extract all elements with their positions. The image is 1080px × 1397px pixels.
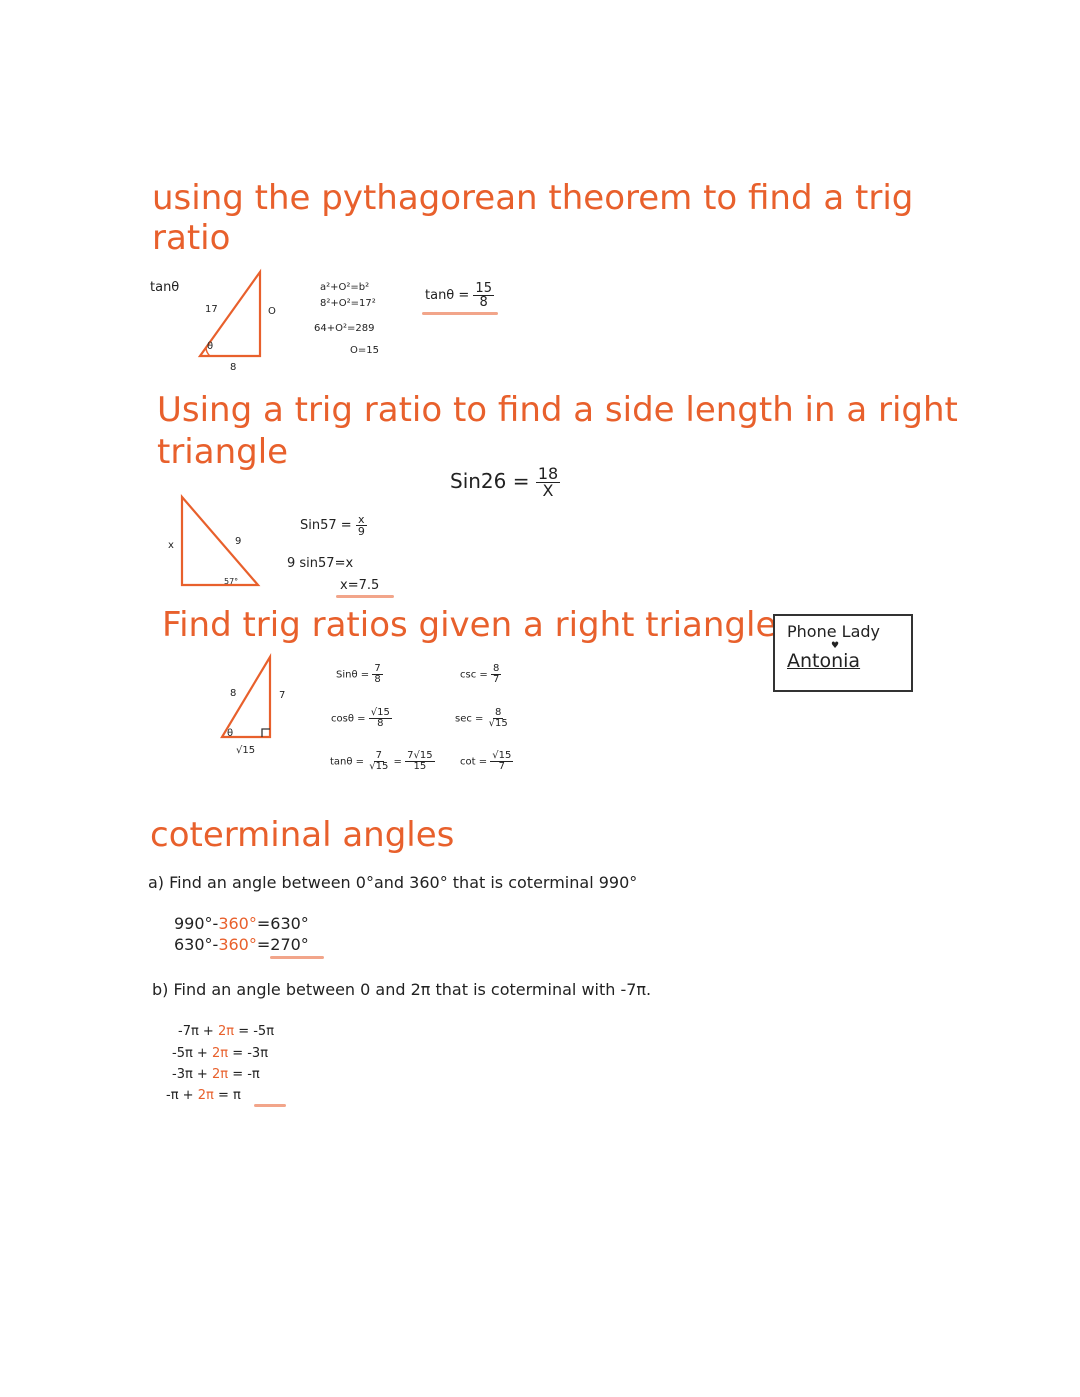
section2-step2: 9 sin57=x — [287, 556, 354, 571]
a-work-row-1 — [174, 935, 309, 954]
cos-num: √15 — [370, 707, 390, 718]
tan-lhs: tanθ = — [330, 756, 365, 768]
tan-num: 7 — [375, 750, 382, 761]
section1-result — [425, 282, 494, 309]
tan2-den: 15 — [413, 761, 427, 772]
b-work-1-add: 2π — [211, 1046, 229, 1061]
section1-result-frac — [473, 282, 494, 309]
sin-lhs: Sinθ = — [336, 669, 370, 681]
cos-ratio — [331, 708, 392, 729]
b-work-1-rhs: = -3π — [232, 1046, 269, 1061]
section3-title: Find trig ratios given a right triangle — [162, 605, 777, 645]
cot-frac — [490, 751, 513, 772]
section4-title: coterminal angles — [150, 815, 455, 855]
a-work-0-lhs: 990°- — [174, 914, 219, 933]
cot-ratio — [460, 751, 513, 772]
section1-work-1: 8²+O²=17² — [320, 298, 376, 309]
b-work-0-rhs: = -5π — [238, 1024, 275, 1039]
section1-prompt: tanθ — [150, 280, 180, 295]
sin-num: 7 — [374, 663, 381, 674]
section1-tri-opp: O — [268, 306, 276, 317]
tan2-num: 7√15 — [407, 750, 433, 761]
section3-tri-opp: 7 — [279, 690, 286, 701]
b-work-highlight — [254, 1104, 286, 1107]
section2-title-line2: triangle — [157, 432, 289, 472]
section1-tri-adj: 8 — [230, 362, 237, 373]
section2-step1 — [300, 514, 367, 537]
sec-ratio — [455, 708, 510, 729]
b-work-1-lhs: -5π + — [172, 1046, 208, 1061]
section1-work-3: O=15 — [350, 345, 379, 356]
section2-title-line1: Using a trig ratio to find a side length in a right — [157, 390, 958, 430]
csc-lhs: csc = — [460, 669, 488, 681]
a-work-highlight — [270, 956, 324, 959]
section1-title-line1: using the pythagorean theorem to find a trig — [152, 178, 914, 218]
cot-den: 7 — [498, 761, 506, 772]
section2-extra — [450, 466, 560, 499]
section1-result-highlight — [422, 312, 498, 315]
section2-extra-frac — [536, 466, 560, 499]
cos-den: 8 — [377, 718, 384, 729]
b-work-row-0 — [178, 1024, 274, 1039]
b-work-row-3 — [166, 1088, 241, 1103]
section2-step1-den: 9 — [357, 525, 365, 538]
sin-ratio — [336, 664, 383, 685]
a-work-1-rhs: =270° — [256, 935, 309, 954]
b-work-2-lhs: -3π + — [172, 1067, 208, 1082]
csc-ratio — [460, 664, 501, 685]
section3-tri-hyp: 8 — [230, 688, 237, 699]
a-work-1-add: 360° — [218, 935, 257, 954]
name-box — [773, 614, 913, 692]
section2-triangle — [180, 495, 264, 591]
section2-step3: x=7.5 — [340, 578, 380, 593]
sin-frac — [372, 664, 382, 685]
cot-num: √15 — [492, 750, 512, 761]
section1-result-den: 8 — [479, 295, 488, 310]
sin-den: 8 — [374, 674, 381, 685]
section2-tri-hyp: 9 — [235, 536, 242, 547]
section2-tri-left: x — [168, 540, 174, 551]
tan-den: √15 — [369, 761, 389, 772]
section2-extra-den: X — [542, 481, 554, 500]
csc-num: 8 — [492, 663, 500, 674]
cos-lhs: cosθ = — [331, 713, 366, 725]
tan-eq: = — [393, 756, 402, 768]
sec-lhs: sec = — [455, 713, 484, 725]
part-b-prompt: b) Find an angle between 0 and 2π that is coterminal with -7π. — [152, 980, 652, 999]
part-a-prompt: a) Find an angle between 0°and 360° that is coterminal 990° — [148, 873, 638, 892]
section1-tri-angle: θ — [207, 341, 214, 352]
b-work-row-2 — [172, 1067, 260, 1082]
tan2-frac — [405, 751, 434, 772]
tan-ratio — [330, 751, 435, 772]
heart-icon: ♥ — [831, 641, 840, 651]
section1-title-line2: ratio — [152, 218, 231, 258]
b-work-row-1 — [172, 1046, 268, 1061]
section2-step1-num: x — [358, 513, 365, 526]
cot-lhs: cot = — [460, 756, 488, 768]
csc-frac — [491, 664, 501, 685]
section2-step1-frac — [356, 514, 367, 537]
b-work-3-rhs: = π — [217, 1088, 241, 1103]
b-work-2-rhs: = -π — [232, 1067, 260, 1082]
section1-result-lhs: tanθ = — [425, 288, 470, 303]
tan-frac — [367, 751, 390, 772]
section2-step3-highlight — [336, 595, 394, 598]
sec-den: √15 — [488, 718, 508, 729]
b-work-3-lhs: -π + — [166, 1088, 194, 1103]
name-box-line2: Antonia — [787, 650, 861, 672]
section1-work-2: 64+O²=289 — [314, 323, 375, 334]
section3-tri-adj: √15 — [236, 745, 256, 756]
a-work-1-lhs: 630°- — [174, 935, 219, 954]
b-work-2-add: 2π — [211, 1067, 229, 1082]
a-work-row-0 — [174, 914, 309, 933]
a-work-0-rhs: =630° — [256, 914, 309, 933]
cos-frac — [369, 708, 392, 729]
name-box-line1: Phone Lady — [787, 622, 880, 641]
b-work-0-lhs: -7π + — [178, 1024, 214, 1039]
section2-step1-lhs: Sin57 = — [300, 518, 352, 533]
section2-tri-angle: 57° — [224, 577, 239, 586]
a-work-0-add: 360° — [218, 914, 257, 933]
section1-result-num: 15 — [475, 281, 492, 296]
section2-extra-lhs: Sin26 = — [450, 469, 530, 493]
section1-tri-hyp: 17 — [205, 304, 218, 315]
sec-num: 8 — [494, 707, 502, 718]
sec-frac — [487, 708, 510, 729]
b-work-3-add: 2π — [197, 1088, 214, 1103]
section1-work-0: a²+O²=b² — [320, 282, 370, 293]
csc-den: 7 — [492, 674, 500, 685]
section2-extra-num: 18 — [537, 464, 559, 483]
b-work-0-add: 2π — [217, 1024, 235, 1039]
section3-tri-angle: θ — [227, 728, 234, 739]
